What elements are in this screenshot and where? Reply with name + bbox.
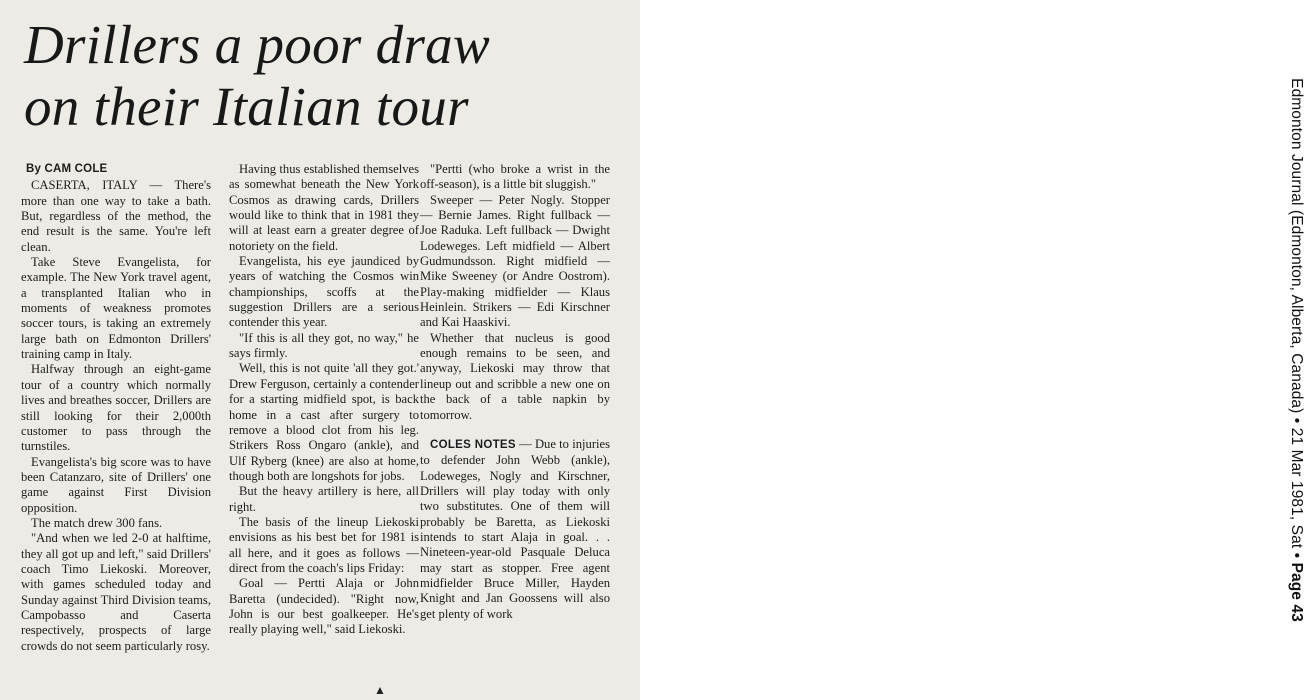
paragraph: Evangelista's big score was to have been Catanzaro, site of Drillers' one game against First Division opposition. — [21, 454, 211, 515]
headline-line-1: Drillers a poor draw — [24, 14, 490, 75]
paragraph: Take Steve Evangelista, for example. The New York travel agent, a transplanted Italian who in moments of weakness promotes soccer tours, is taking an extremely large bath on Edmonton Drillers' training camp in Italy. — [21, 255, 211, 362]
source-text: Edmonton Journal (Edmonton, Alberta, Canada) • 21 Mar 1981, Sat • — [1288, 78, 1305, 563]
source-sidebar — [640, 0, 1305, 700]
paragraph: Halfway through an eight-game tour of a country which normally lives and breathes soccer, Drillers are still looking for their 2,000th customer to pass through the turnstiles. — [21, 362, 211, 454]
paragraph: CASERTA, ITALY — There's more than one way to take a bath. But, regardless of the method, the end result is the same. You're left clean. — [21, 178, 211, 254]
paragraph: But the heavy artillery is here, all right. — [229, 484, 419, 514]
paragraph: The match drew 300 fans. — [31, 515, 163, 530]
notes-text: — Due to injuries to defender John Webb (ankle), Lodeweges, Nogly and Kirschner, Drillers will play today with only two substitutes. One of them will probably be Baretta, as Liekoski intends to start Alaja in goal. . . Nineteen-year-old Pasquale Deluca may start as stopper. Free agent midfielder Bruce Miller, Hayden Knight and Jan Goossens will also get plenty of work — [420, 436, 610, 621]
paragraph: Having thus established themselves as somewhat beneath the New York Cosmos as drawing cards, Drillers would like to think that in 1981 they will at least earn a greater degree of notoriety on the field. — [229, 162, 419, 253]
paragraph: "If this is all they got, no way," he says firmly. — [229, 330, 419, 361]
paragraph: Sweeper — Peter Nogly. Stopper — Bernie James. Right fullback — Joe Raduka. Left fullback — Dwight Lodeweges. Left midfield — Albert Gudmundsson. Right midfield — Mike Sweeney (or Andre Oostrom). Play-making midfielder — Klaus Heinlein. Strikers — Edi Kirschner and Kai Haaskivi. — [420, 192, 610, 330]
section-gap — [420, 423, 610, 437]
printers-mark: ▲ — [374, 683, 386, 697]
paragraph: Goal — Pertti Alaja or John Baretta (undecided). "Right now, John is our best goalkeeper. He's really playing well," said Liekoski. — [229, 576, 419, 637]
paragraph: "And when we led 2-0 at halftime, they all got up and left," said Drillers' coach Timo Liekoski. Moreover, with games scheduled today and Sunday against Third Division teams, Campobasso and Caserta respectively, prospects of large crowds do not seem particularly rosy. — [21, 531, 211, 653]
article-column-3 — [420, 162, 610, 622]
paragraph: The basis of the lineup Liekoski envisions as his best bet for 1981 is all here, and it goes as follows — direct from the coach's lips Friday: — [229, 514, 419, 575]
headline-line-2: on their Italian tour — [24, 76, 469, 137]
notes-heading: COLES NOTES — [430, 438, 516, 451]
page-number: Page 43 — [1288, 562, 1305, 622]
byline: By CAM COLE — [26, 163, 108, 175]
paragraph: Well, this is not quite 'all they got.' Drew Ferguson, certainly a contender for a starting midfield spot, is back home in a cast after surgery to remove a blood clot from his leg. Strikers Ross Ongaro (ankle), and Ulf Ryberg (knee) are also at home, though both are longshots for jobs. — [229, 361, 419, 483]
paragraph: Whether that nucleus is good enough remains to be seen, and anyway, Liekoski may throw that lineup out and scribble a new one on the back of a table napkin by tomorrow. — [420, 330, 610, 422]
source-citation — [1287, 78, 1305, 622]
paragraph: Evangelista, his eye jaundiced by years of watching the Cosmos win championships, scoffs at the suggestion Drillers are a serious contender this year. — [229, 254, 419, 330]
coles-notes — [420, 437, 610, 622]
paragraph: "Pertti (who broke a wrist in the off-season), is a little bit sluggish." — [420, 162, 610, 192]
article-column-1 — [21, 162, 211, 654]
article-column-2 — [229, 162, 419, 638]
headline — [24, 14, 624, 138]
newspaper-clipping — [0, 0, 640, 700]
